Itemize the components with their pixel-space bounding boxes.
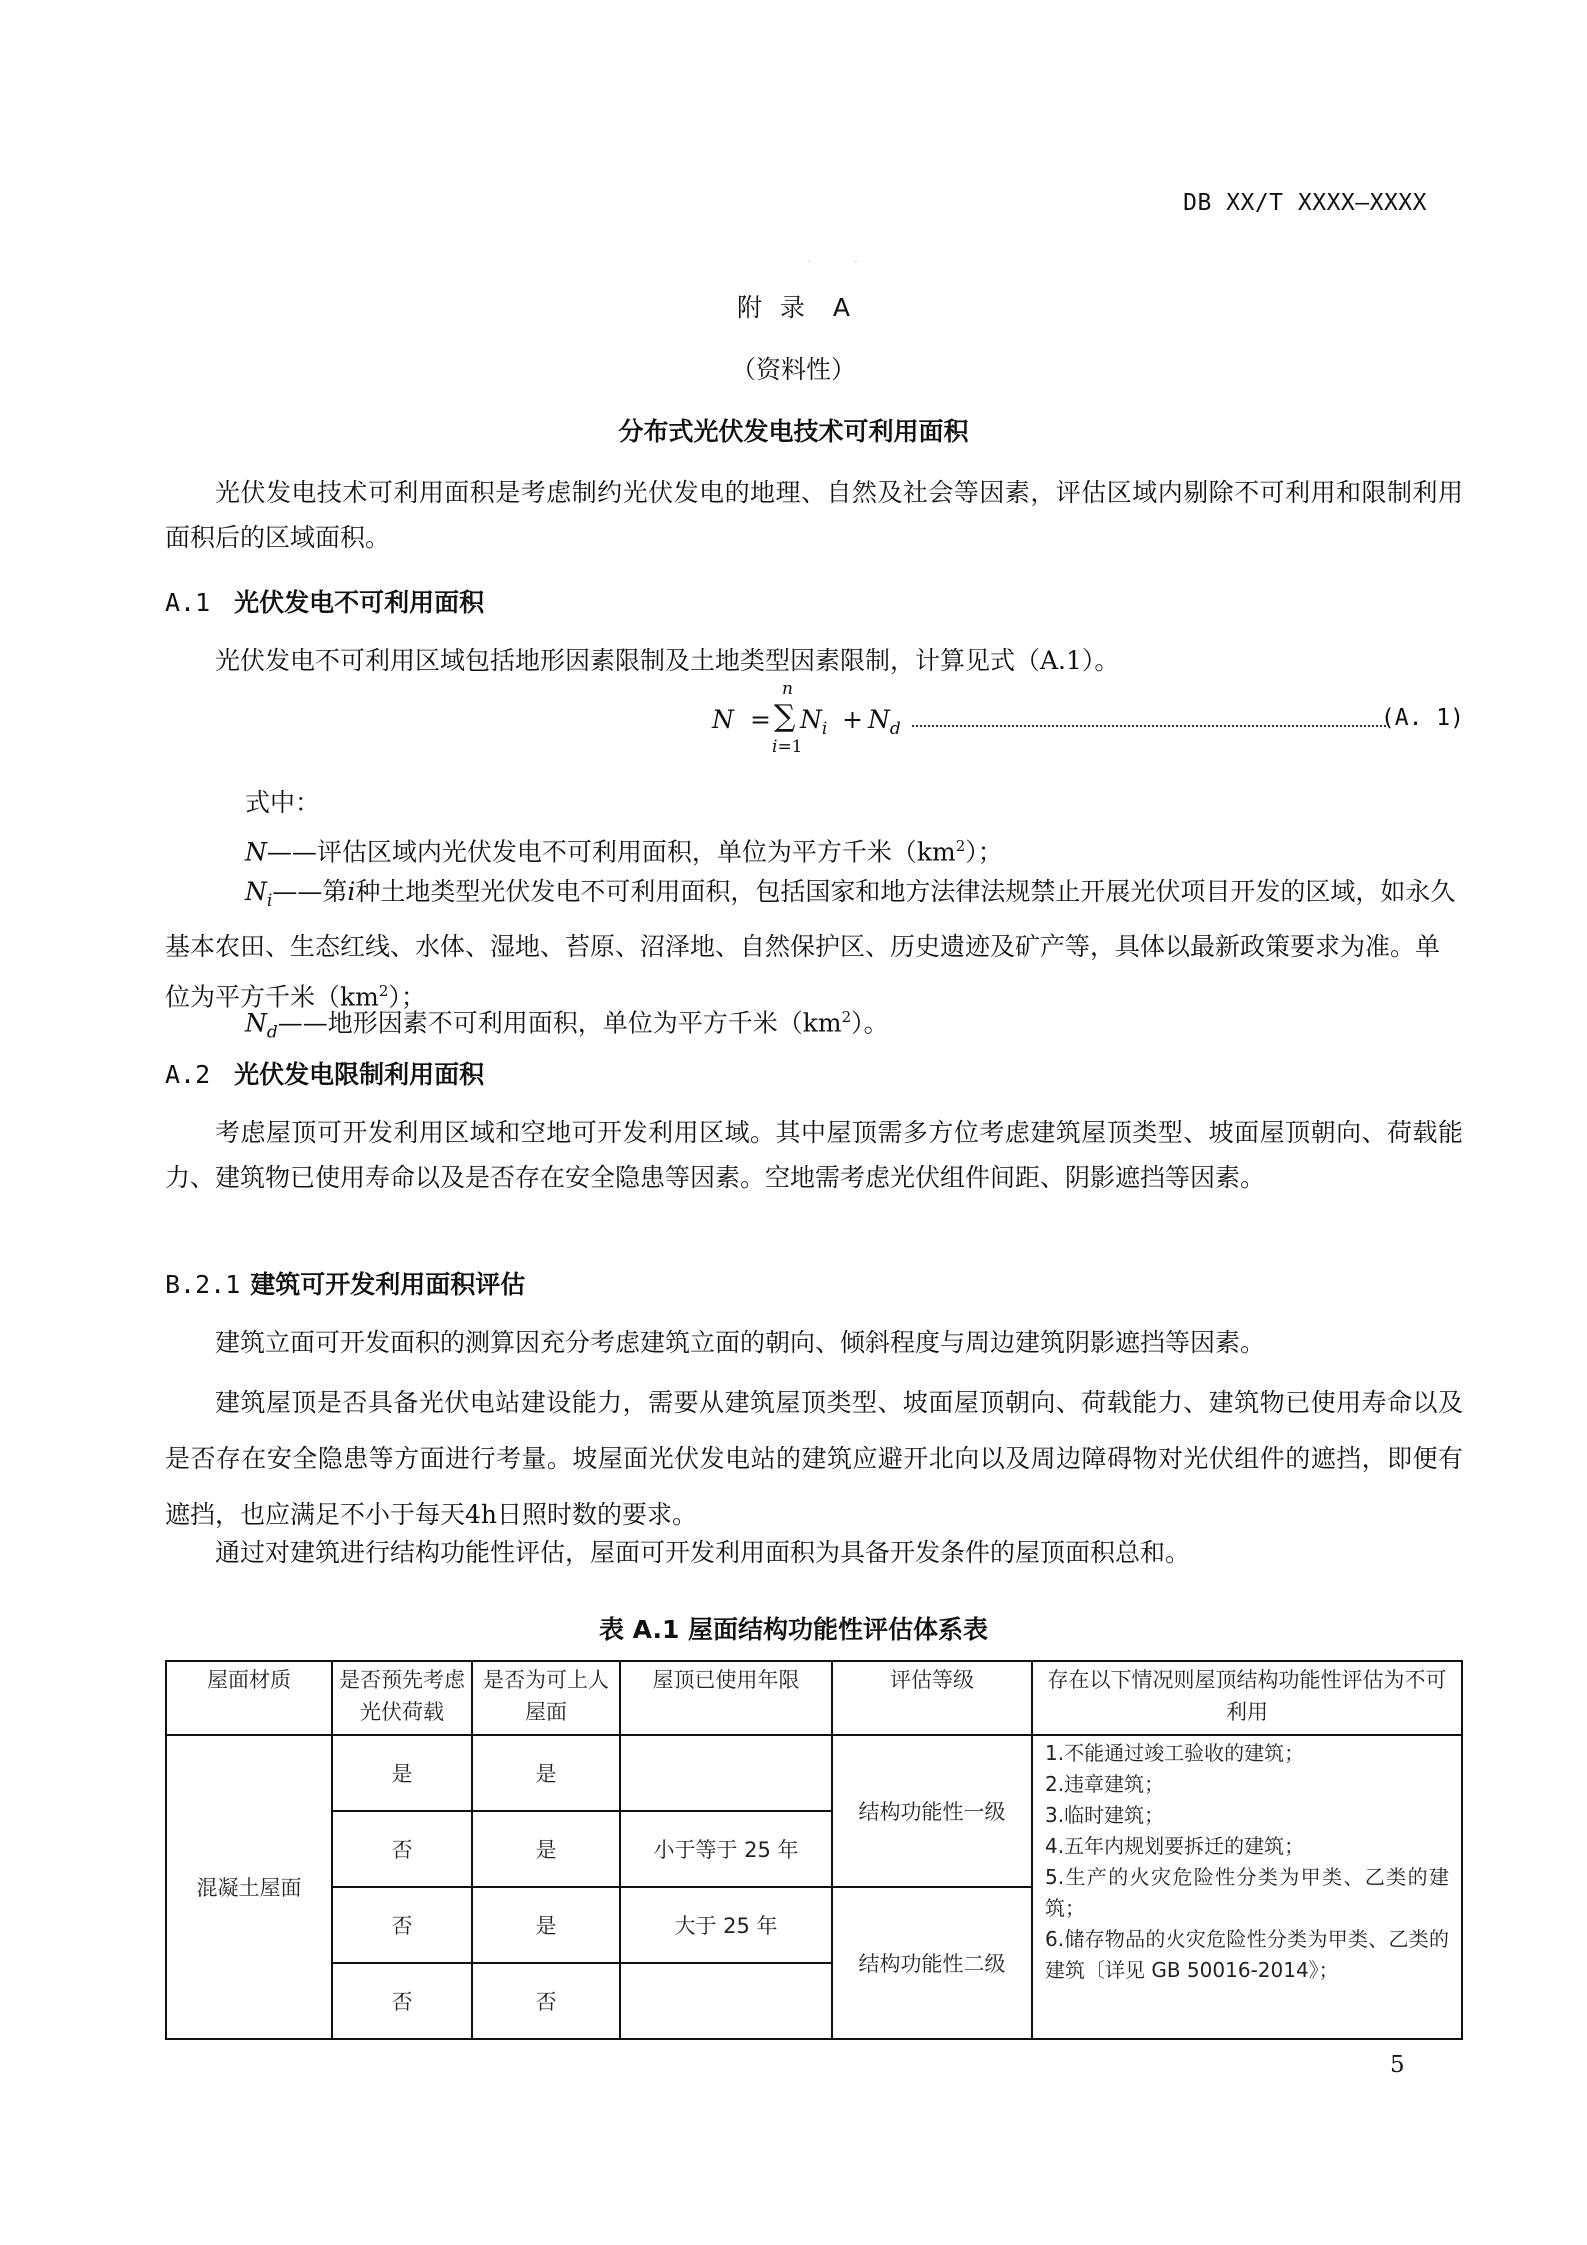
def-tail: ）； [388,982,426,1012]
def-superscript: 2 [841,1008,852,1026]
dot-leader [912,725,1386,727]
def-symbol: N [245,1008,267,1038]
cell-accessible: 否 [472,1963,620,2039]
page-number: 5 [1390,2052,1405,2078]
criteria-item: 5.生产的火灾危险性分类为甲类、乙类的建筑； [1045,1865,1449,1920]
summation-symbol: ∑ [774,699,796,734]
def-text: 种土地类型光伏发电不可利用面积，包括国家和地方法律法规禁止开展光伏项目开发的区域，如永久基本农田、生态红线、水体、湿地、苔原、沼泽地、自然保护区、历史遗迹及矿产等，具体以最新政策要求为准。单位为平方千米（km [165,877,1456,1012]
term2-subscript: d [889,719,901,739]
def-tail: ）。 [851,1008,889,1038]
section-b21-paragraph-2: 建筑屋顶是否具备光伏电站建设能力，需要从建筑屋顶类型、坡面屋顶朝向、荷载能力、建筑物已使用寿命以及是否存在安全隐患等方面进行考量。坡屋面光伏发电站的建筑应避开北向以及周边障碍物对光伏组件的遮挡，即便有遮挡，也应满足不小于每天4h日照时数的要求。 [165,1388,1463,1529]
header-accessible-roof: 是否为可上人屋面 [472,1661,620,1735]
section-number: A.1 [165,588,211,617]
section-title: 光伏发电限制利用面积 [234,1060,485,1089]
def-prefix: 第 [322,877,348,906]
table-row [166,1735,1462,1811]
header-unusable-conditions: 存在以下情况则屋顶结构功能性评估为不可利用 [1032,1661,1462,1735]
section-number: A.2 [165,1060,211,1089]
section-a1-text: 光伏发电不可利用区域包括地形因素限制及土地类型因素限制，计算见式（A.1）。 [215,646,1120,675]
cell-years [620,1735,832,1811]
def-text: 地形因素不可利用面积，单位为平方千米（km [327,1008,842,1038]
header-grade: 评估等级 [832,1661,1032,1735]
header-roof-material: 屋面材质 [166,1661,332,1735]
def-tail: ）； [965,837,1003,867]
term1-symbol: N [800,705,822,734]
formula-number: (A. 1) [1380,705,1464,731]
def-symbol: N [245,877,267,906]
def-subscript: i [266,891,273,911]
cell-years: 大于 25 年 [620,1887,832,1963]
formula-term-nd [868,705,901,739]
criteria-item: 6.储存物品的火灾危险性分类为甲类、乙类的建筑〔详见 GB 50016-2014》； [1045,1927,1449,1982]
def-symbol: N [245,837,267,867]
section-a2-heading [165,1055,484,1091]
evaluation-table [165,1660,1463,2040]
sum-lower-limit [772,737,803,757]
cell-material: 混凝土屋面 [166,1735,332,2039]
def-variable: i [347,877,356,906]
where-label: 式中： [245,788,321,817]
cell-grade-2: 结构功能性二级 [832,1887,1032,2039]
appendix-title [0,288,1587,324]
cell-years: 小于等于 25 年 [620,1811,832,1887]
def-text: 评估区域内光伏发电不可利用面积，单位为平方千米（km [316,837,956,867]
intro-paragraph: 光伏发电技术可利用面积是考虑制约光伏发电的地理、自然及社会等因素，评估区域内剔除不可利用和限制利用面积后的区域面积。 [165,478,1463,552]
appendix-label: 附 录 [736,293,805,322]
def-superscript: 2 [378,982,389,1000]
scan-mark: . . [808,254,878,265]
sum-upper-limit: n [782,679,793,699]
criteria-item: 1.不能通过竣工验收的建筑； [1045,1741,1305,1765]
definition-n [245,824,1463,874]
formula-lhs: N [712,705,734,734]
header-pv-load: 是否预先考虑光伏荷载 [332,1661,472,1735]
def-subscript: d [266,1022,278,1043]
cell-pv-load: 是 [332,1735,472,1811]
section-a1-heading [165,583,484,619]
cell-pv-load: 否 [332,1811,472,1887]
formula-term-ni [800,705,827,739]
cell-years [620,1963,832,2039]
document-code: DB XX/T XXXX—XXXX [1183,190,1427,216]
section-b21-paragraph-3: 通过对建筑进行结构功能性评估，屋面可开发利用面积为具备开发条件的屋顶面积总和。 [215,1538,1191,1567]
cell-accessible: 是 [472,1887,620,1963]
def-dash: —— [277,1008,328,1038]
term2-symbol: N [868,705,890,734]
def-dash: —— [272,877,323,906]
table-caption: 表 A.1 屋面结构功能性评估体系表 [598,1615,989,1644]
section-a2-text: 考虑屋顶可开发利用区域和空地可开发利用区域。其中屋顶需多方位考虑建筑屋顶类型、坡面屋顶朝向、荷载能力、建筑物已使用寿命以及是否存在安全隐患等因素。空地需考虑光伏组件间距、阴影遮挡等因素。 [165,1118,1463,1192]
definition-nd [245,995,1463,1055]
criteria-item: 2.违章建筑； [1045,1772,1165,1796]
term1-subscript: i [821,719,828,739]
def-dash: —— [266,837,317,867]
section-number: B.2.1 [165,1270,241,1299]
criteria-item: 4.五年内规划要拆迁的建筑； [1045,1834,1305,1858]
section-b21-heading [165,1265,525,1301]
cell-accessible: 是 [472,1811,620,1887]
formula-a1 [712,679,1464,757]
cell-pv-load: 否 [332,1963,472,2039]
def-superscript: 2 [955,837,966,855]
section-title: 光伏发电不可利用面积 [234,588,485,617]
sum-index: i [772,737,778,757]
appendix-letter: A [832,293,851,322]
formula-equals: = [750,705,771,734]
sum-start: =1 [777,737,803,757]
table-header-row [166,1661,1462,1735]
cell-grade-1: 结构功能性一级 [832,1735,1032,1887]
formula-plus: + [842,705,863,734]
appendix-type: （资料性） [730,355,856,384]
cell-criteria [1032,1735,1462,2039]
appendix-heading: 分布式光伏发电技术可利用面积 [618,417,969,446]
header-years-used: 屋顶已使用年限 [620,1661,832,1735]
section-title: 建筑可开发利用面积评估 [250,1270,526,1299]
cell-pv-load: 否 [332,1887,472,1963]
section-b21-paragraph-1: 建筑立面可开发面积的测算因充分考虑建筑立面的朝向、倾斜程度与周边建筑阴影遮挡等因素。 [215,1328,1266,1357]
cell-accessible: 是 [472,1735,620,1811]
criteria-item: 3.临时建筑； [1045,1803,1165,1827]
